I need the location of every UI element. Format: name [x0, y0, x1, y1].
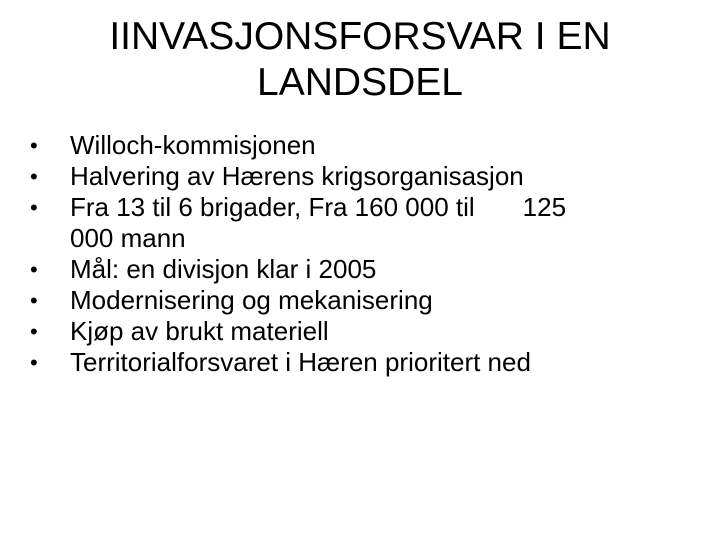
bullet-icon: •	[30, 350, 38, 375]
bullet-item	[26, 192, 686, 254]
slide-title-line-2: LANDSDEL	[257, 61, 463, 104]
bullet-item	[26, 347, 686, 378]
bullet-item	[26, 254, 686, 285]
bullet-icon: •	[30, 319, 38, 344]
bullet-text: Territorialforsvaret i Hæren prioritert ned	[70, 347, 531, 377]
bullet-text: Kjøp av brukt materiell	[70, 316, 329, 346]
bullet-icon: •	[30, 164, 38, 189]
bullet-text: Modernisering og mekanisering	[70, 285, 433, 315]
bullet-text: Mål: en divisjon klar i 2005	[70, 254, 377, 284]
bullet-icon: •	[30, 133, 38, 158]
bullet-icon: •	[30, 195, 38, 220]
bullet-text: Fra 13 til 6 brigader, Fra 160 000 til	[70, 192, 475, 222]
bullet-item	[26, 161, 686, 192]
bullet-icon: •	[30, 288, 38, 313]
slide-title-line-1: IINVASJONSFORSVAR I EN	[109, 15, 611, 58]
bullet-list	[26, 130, 686, 378]
slide-title	[36, 14, 684, 106]
bullet-text: 000 mann	[70, 223, 186, 253]
bullet-text: Willoch-kommisjonen	[70, 130, 316, 160]
bullet-item	[26, 316, 686, 347]
bullet-text: Halvering av Hærens krigsorganisasjon	[70, 161, 524, 191]
bullet-icon: •	[30, 257, 38, 282]
bullet-item	[26, 130, 686, 161]
bullet-item	[26, 285, 686, 316]
bullet-text: 125	[522, 192, 567, 222]
